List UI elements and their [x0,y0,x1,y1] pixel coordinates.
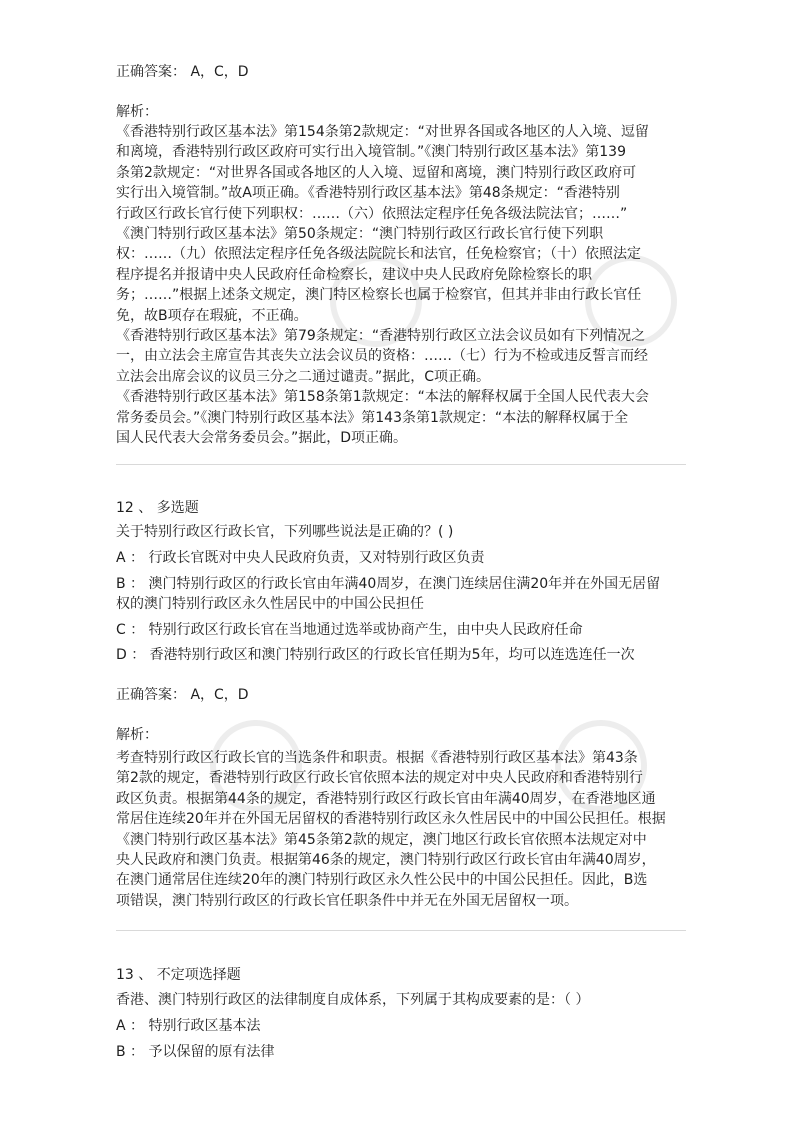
analysis-line: 免，故B项存在瑕疵，不正确。 [116,307,308,324]
q11-analysis-label: 解析： [116,104,158,120]
analysis-line: 一，由立法会主席宣告其丧失立法会议员的资格：……（七）行为不检或违反誓言而经 [116,348,648,365]
analysis-line: 第2款的规定，香港特别行政区行政长官依照本法的规定对中央人民政府和香港特别行 [116,770,643,787]
q12-option-b [116,574,686,615]
q12-stem: 关于特别行政区行政长官，下列哪些说法是正确的？( ) [116,524,454,540]
analysis-line: 条第2款规定：“对世界各国或各地区的人入境、逗留和离境，澳门特别行政区政府可 [116,164,637,181]
analysis-line: 考查特别行政区行政长官的当选条件和职责。根据《香港特别行政区基本法》第43条 [116,750,638,766]
divider [116,464,686,465]
option-line: 权的澳门特别行政区永久性居民中的中国公民担任 [116,596,424,613]
analysis-line: 《香港特别行政区基本法》第79条规定：“香港特别行政区立法会议员如有下列情况之 [116,328,646,345]
q13-option-b: B ： 予以保留的原有法律 [116,1044,275,1060]
analysis-line: 政区负责。根据第44条的规定，香港特别行政区行政长官由年满40周岁，在香港地区通 [116,790,656,807]
q13-option-a: A ： 特别行政区基本法 [116,1018,261,1034]
option-line: B ： 澳门特别行政区的行政长官由年满40周岁，在澳门连续居住满20年并在外国无居留 [116,576,661,592]
analysis-line: 《香港特别行政区基本法》第154条第2款规定：“对世界各国或各地区的人入境、逗留 [116,124,649,140]
q12-answer: 正确答案： A，C，D [116,687,249,703]
q13-stem: 香港、澳门特别行政区的法律制度自成体系，下列属于其构成要素的是：（ ） [116,992,590,1008]
q12-analysis [116,748,686,911]
analysis-line: 常居住连续20年并在外国无居留权的香港特别行政区永久性居民中的中国公民担任。根据 [116,811,666,828]
q12-option-d: D ： 香港特别行政区和澳门特别行政区的行政长官任期为5年，均可以连选连任一次 [116,647,635,663]
q12-heading: 12 、 多选题 [116,500,199,516]
analysis-line: 央人民政府和澳门负责。根据第46条的规定，澳门特别行政区行政长官由年满40周岁， [116,852,656,869]
q12-option-c: C ： 特别行政区行政长官在当地通过选举或协商产生，由中央人民政府任命 [116,622,583,638]
analysis-line: 常务委员会。”《澳门特别行政区基本法》第143条第1款规定：“本法的解释权属于全 [116,409,629,426]
q13-heading: 13 、 不定项选择题 [116,967,241,983]
analysis-line: 行政区行政长官行使下列职权：……（六）依照法定程序任免各级法院法官；……” [116,205,628,222]
analysis-line: 《澳门特别行政区基本法》第50条规定：“澳门特别行政区行政长官行使下列职 [116,226,604,243]
q12-option-a: A ： 行政长官既对中央人民政府负责，又对特别行政区负责 [116,550,485,566]
analysis-line: 项错误，澳门特别行政区的行政长官任职条件中并无在外国无居留权一项。 [116,892,578,909]
analysis-line: 国人民代表大会常务委员会。”据此，D项正确。 [116,430,408,447]
q11-analysis [116,122,686,449]
analysis-line: 实行出入境管制。”故A项正确。《香港特别行政区基本法》第48条规定：“香港特别 [116,185,620,202]
analysis-line: 务；……”根据上述条文规定，澳门特区检察长也属于检察官，但其并非由行政长官任 [116,287,642,304]
analysis-line: 程序提名并报请中央人民政府任命检察长，建议中央人民政府免除检察长的职 [116,266,592,283]
analysis-line: 权：……（九）依照法定程序任免各级法院院长和法官，任免检察官；（十）依照法定 [116,246,641,263]
q11-answer: 正确答案： A，C，D [116,64,249,80]
divider [116,930,686,931]
analysis-line: 和离境，香港特别行政区政府可实行出入境管制。”《澳门特别行政区基本法》第139 [116,144,626,161]
analysis-line: 《香港特别行政区基本法》第158条第1款规定：“本法的解释权属于全国人民代表大会 [116,389,649,406]
analysis-line: 在澳门通常居住连续20年的澳门特别行政区永久性公民中的中国公民担任。因此，B选 [116,872,648,889]
analysis-line: 立法会出席会议的议员三分之二通过谴责。”据此，C项正确。 [116,368,491,385]
analysis-line: 《澳门特别行政区基本法》第45条第2款的规定，澳门地区行政长官依照本法规定对中 [116,831,647,848]
q12-analysis-label: 解析： [116,727,158,743]
